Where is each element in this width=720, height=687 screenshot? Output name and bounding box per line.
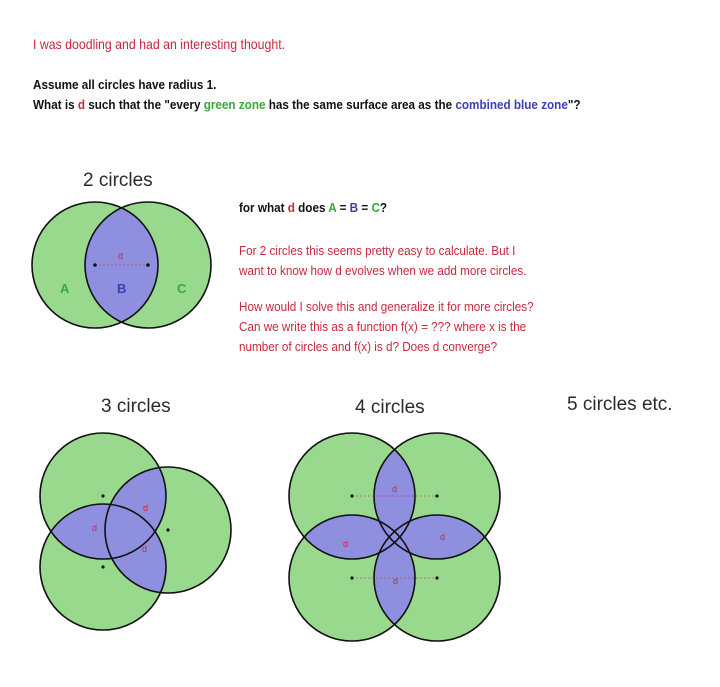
- condition-end: ?: [379, 200, 388, 215]
- center-dot-br: [435, 576, 438, 579]
- paragraph1-line2: want to know how d evolves when we add more circles.: [239, 263, 527, 278]
- label-d-four-bottom: d: [393, 576, 399, 586]
- label-d-four-top: d: [392, 484, 398, 494]
- center-dot-top: [101, 494, 104, 497]
- center-dot-bottom: [101, 565, 104, 568]
- question-green-zone: green zone: [203, 97, 266, 112]
- paragraph2-line3: number of circles and f(x) is d? Does d converge?: [239, 339, 498, 354]
- four-circles-diagram: [289, 433, 500, 641]
- center-dot-tl: [350, 494, 353, 497]
- label-b: B: [117, 281, 127, 296]
- condition-c: C: [371, 200, 380, 215]
- center-dot-tr: [435, 494, 438, 497]
- paragraph2-line1: How would I solve this and generalize it for more circles?: [239, 299, 534, 314]
- center-dot-left: [93, 263, 97, 267]
- label-c: C: [177, 281, 187, 296]
- condition-pre: for what: [239, 200, 288, 215]
- label-d-three-b: d: [92, 523, 98, 533]
- five-circles-title: 5 circles etc.: [567, 394, 673, 415]
- two-circles-diagram: [32, 202, 211, 328]
- paragraph2-line2: Can we write this as a function f(x) = ??? where x is the: [239, 319, 527, 334]
- label-d-two: d: [118, 251, 124, 261]
- paragraph1-line1: For 2 circles this seems pretty easy to calculate. But I: [239, 243, 516, 258]
- label-d-three-c: d: [142, 544, 148, 554]
- question-what-is: What is: [33, 97, 78, 112]
- label-a: A: [60, 281, 70, 296]
- label-d-four-right: d: [440, 532, 446, 542]
- question-such-that: such that the "every: [85, 97, 204, 112]
- three-circles-diagram: [40, 433, 231, 630]
- intro-text: I was doodling and had an interesting thought.: [33, 36, 286, 52]
- question-line-1: Assume all circles have radius 1.: [33, 77, 217, 92]
- center-dot-bl: [350, 576, 353, 579]
- question-same-area: has the same surface area as the: [265, 97, 456, 112]
- condition-mid: does: [294, 200, 329, 215]
- four-circles-title: 4 circles: [355, 397, 425, 418]
- center-dot-right-3: [166, 528, 169, 531]
- question-d: d: [77, 97, 86, 112]
- two-circles-title: 2 circles: [83, 170, 153, 191]
- three-circles-title: 3 circles: [101, 396, 171, 417]
- label-d-four-left: d: [343, 539, 349, 549]
- center-dot-right: [146, 263, 150, 267]
- condition-a: A: [328, 200, 337, 215]
- label-d-three-a: d: [143, 503, 149, 513]
- condition-d: d: [287, 200, 295, 215]
- condition-eq2: =: [358, 200, 372, 215]
- question-end: "?: [567, 97, 581, 112]
- condition-b: B: [349, 200, 359, 215]
- condition-eq1: =: [336, 200, 350, 215]
- question-blue-zone: combined blue zone: [455, 97, 568, 112]
